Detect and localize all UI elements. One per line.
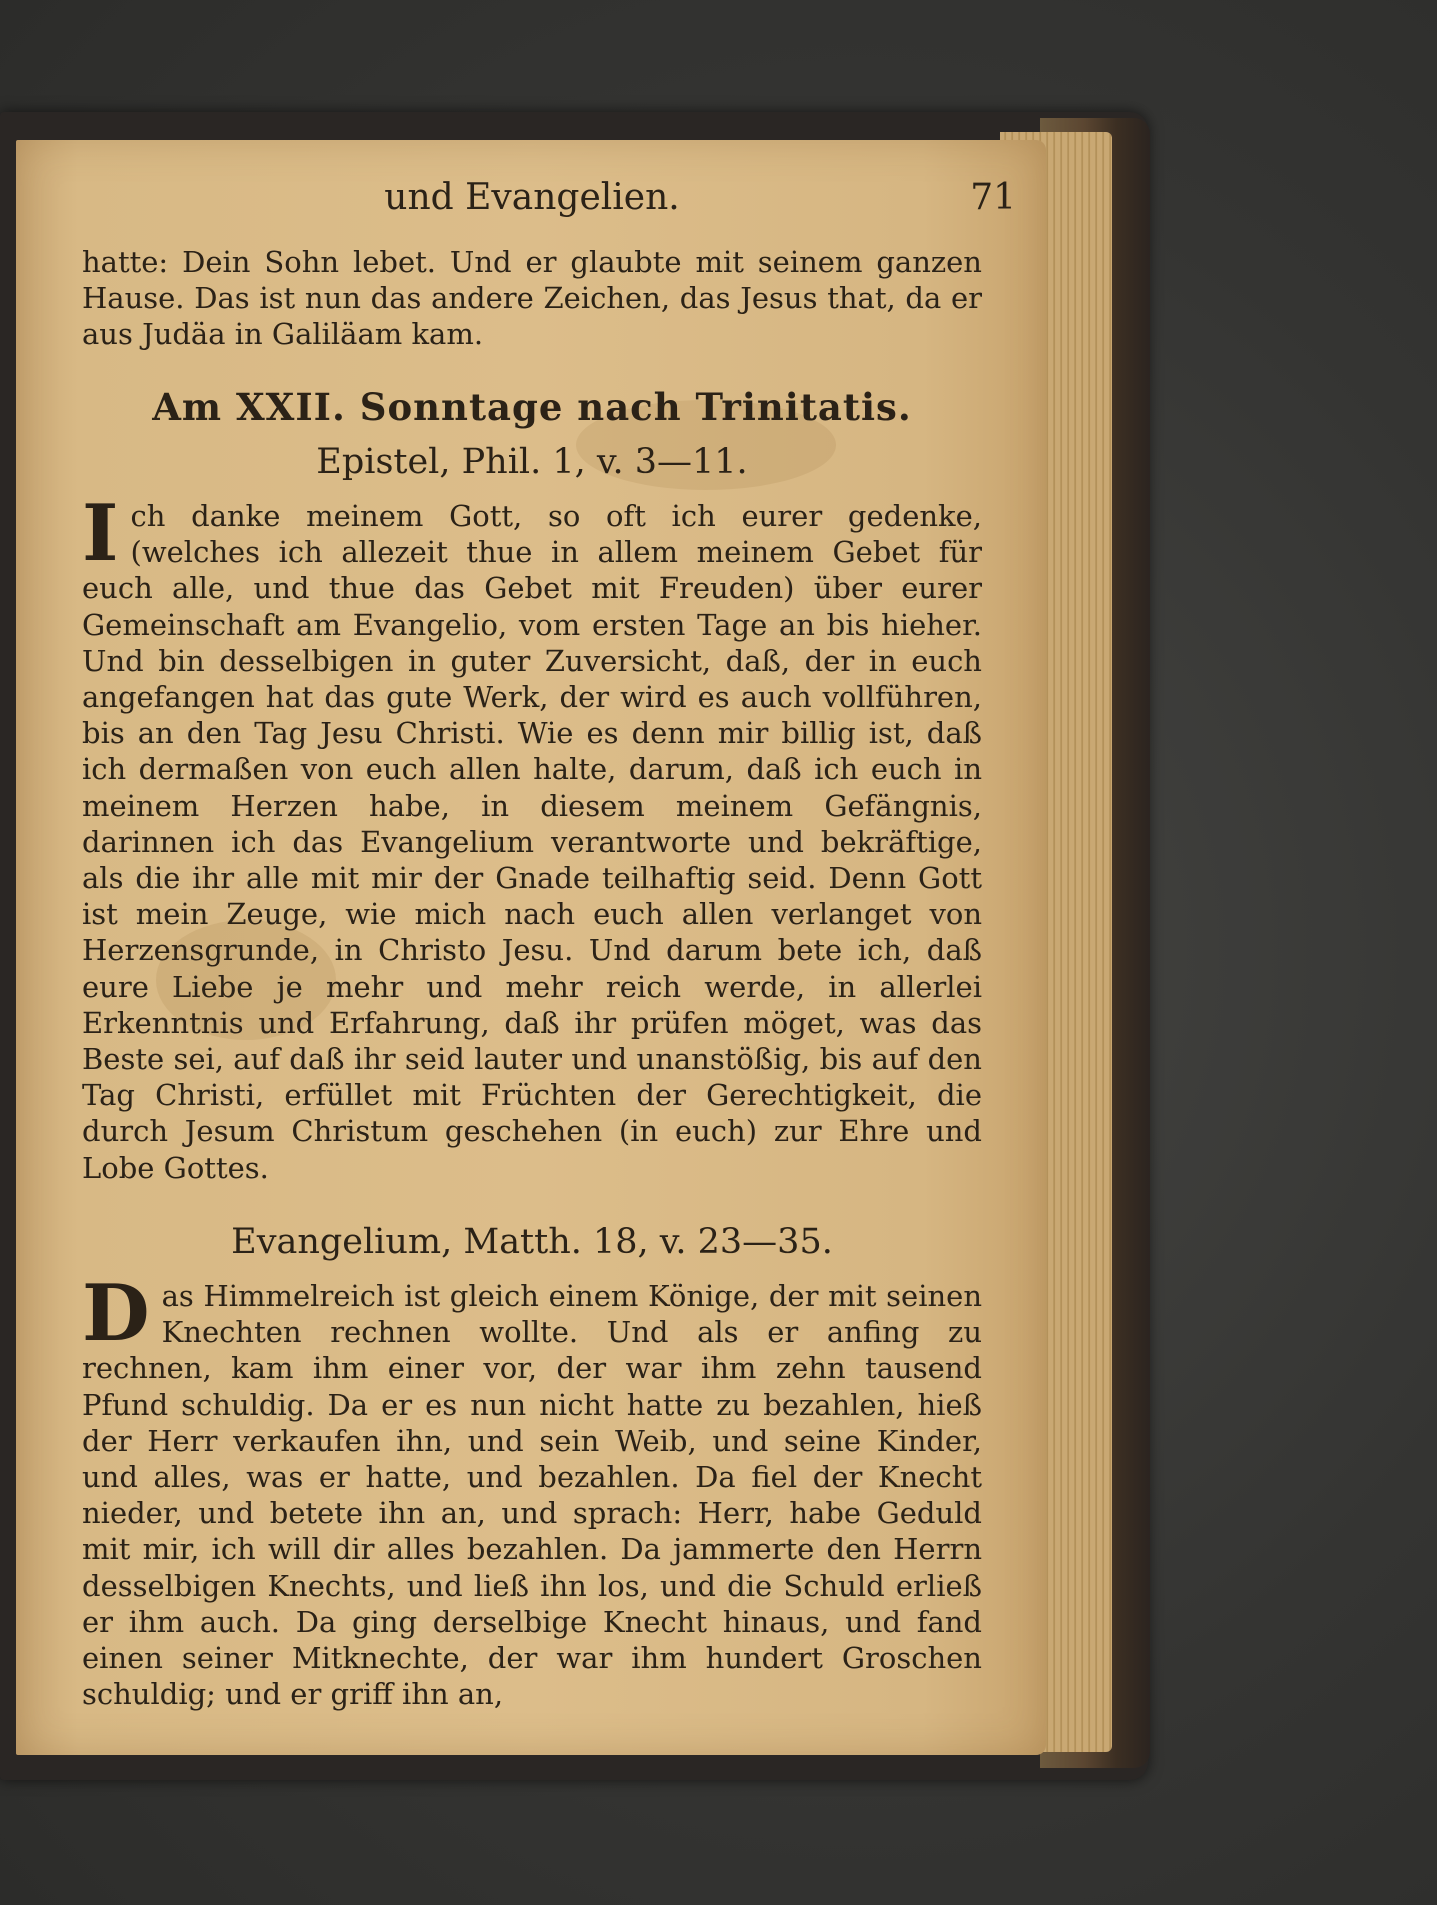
gospel-paragraph	[82, 1268, 982, 1712]
gospel-dropcap: D	[82, 1268, 150, 1359]
epistle-heading: Epistel, Phil. 1, v. 3—11.	[316, 442, 748, 482]
gospel-heading: Evangelium, Matth. 18, v. 23—35.	[231, 1222, 833, 1262]
epistle-text: ch danke meinem Gott, so oft ich eurer gedenke, (welches ich allezeit thue in allem meinem Gebet für euch alle, und thue das Gebet mit Freuden) über eurer Gemeinschaft am Evangelio, vom ersten Tage an bis hieher. Und bin desselbigen in guter Zuversicht, daß, der in euch angefangen hat das gute Werk, der wird es auch vollführen, bis an den Tag Jesu Christi. Wie es denn mir billig ist, daß ich dermaßen von euch allen halte, darum, daß ich euch in meinem Herzen habe, in diesem meinem Gefängnis, darinnen ich das Evangelium verantworte und bekräftige, als die ihr alle mit mir der Gnade teilhaftig seid. Denn Gott ist mein Zeuge, wie mich nach euch allen verlanget von Herzensgrunde, in Christo Jesu. Und darum bete ich, daß eure Liebe je mehr und mehr reich werde, in allerlei Erkenntnis und Erfahrung, daß ihr prüfen möget, was das Beste sei, auf daß ihr seid lauter und unanstößig, bis auf den Tag Christi, erfüllet mit Früchten der Gerechtigkeit, die durch Jesum Christum geschehen (in euch) zur Ehre und Lobe Gottes.	[82, 499, 982, 1185]
book-page	[16, 140, 1046, 1755]
epistle-dropcap: I	[82, 488, 119, 579]
sunday-heading: Am XXII. Sonntage nach Trinitatis.	[152, 385, 912, 429]
top-paragraph: hatte: Dein Sohn lebet. Und er glaubte mit seinem ganzen Hause. Das ist nun das andere Zeichen, das Jesus that, da er aus Judäa in Galiläam kam.	[82, 245, 982, 352]
page-number: 71	[970, 177, 1016, 218]
gospel-text: as Himmelreich ist gleich einem Könige, der mit seinen Knechten rechnen wollte. Und als er anfing zu rechnen, kam ihm einer vor, der war ihm zehn tausend Pfund schuldig. Da er es nun nicht hatte zu bezahlen, hieß der Herr verkaufen ihn, und sein Weib, und seine Kinder, und alles, was er hatte, und bezahlen. Da fiel der Knecht nieder, und betete ihn an, und sprach: Herr, habe Geduld mit mir, ich will dir alles bezahlen. Da jammerte den Herrn desselbigen Knechts, und ließ ihn los, und die Schuld erließ er ihm auch. Da ging derselbige Knecht hinaus, und fand einen seiner Mitknechte, der war ihm hundert Groschen schuldig; und er griff ihn an,	[82, 1279, 982, 1712]
running-title: und Evangelien.	[384, 177, 680, 218]
epistle-paragraph	[82, 488, 982, 1186]
running-head	[82, 172, 1016, 224]
